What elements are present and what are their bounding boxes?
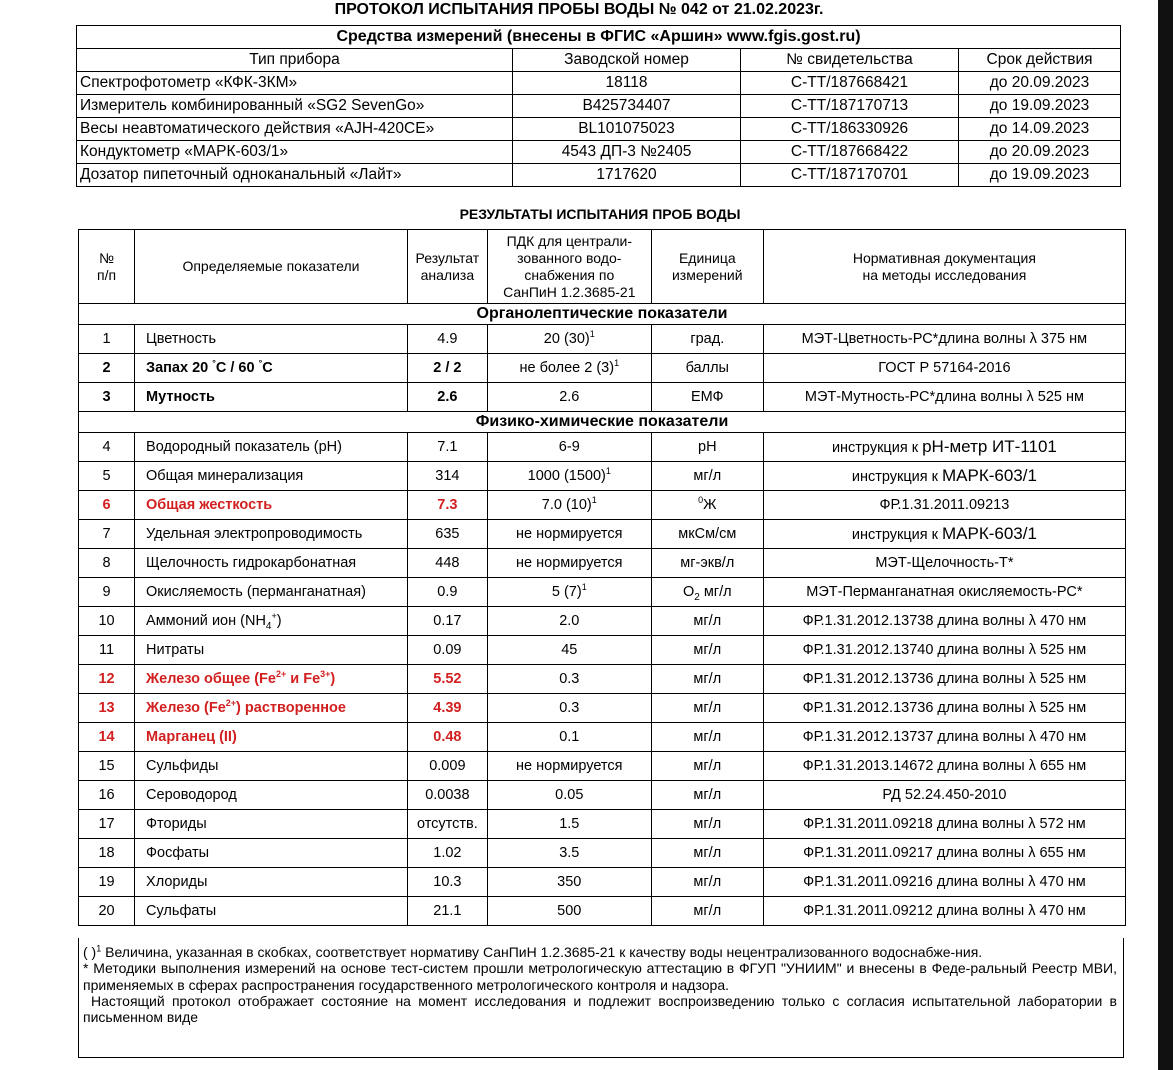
- pdk-value: 0.3: [487, 665, 651, 694]
- instrument-certificate: С-ТТ/187170701: [741, 164, 959, 187]
- table-row: [79, 520, 1126, 549]
- section-title: Органолептические показатели: [79, 304, 1126, 325]
- analysis-result: 2 / 2: [407, 354, 487, 383]
- instrument-type: Кондуктометр «МАРК-603/1»: [77, 141, 513, 164]
- pdk-value: 1.5: [487, 810, 651, 839]
- pdk-value: 0.1: [487, 723, 651, 752]
- pdk-value: не нормируется: [487, 549, 651, 578]
- table-row: [79, 354, 1126, 383]
- indicator-name: Окисляемость (перманганатная): [135, 578, 408, 607]
- analysis-result: 0.9: [407, 578, 487, 607]
- row-number: 12: [79, 665, 135, 694]
- analysis-result: 5.52: [407, 665, 487, 694]
- row-number: 15: [79, 752, 135, 781]
- col-header-certificate: № свидетельства: [741, 49, 959, 72]
- method-doc: МЭТ-Щелочность-Т*: [763, 549, 1125, 578]
- method-doc: ФР.1.31.2012.13737 длина волны λ 470 нм: [763, 723, 1125, 752]
- indicator-name: Цветность: [135, 325, 408, 354]
- col-header-method-docs: Нормативная документация на методы исследования: [763, 230, 1125, 304]
- method-doc: ФР.1.31.2012.13738 длина волны λ 470 нм: [763, 607, 1125, 636]
- pdk-value: не более 2 $(3)^1$: [487, 354, 651, 383]
- instrument-validity: до 19.09.2023: [959, 95, 1121, 118]
- pdk-value: 6-9: [487, 433, 651, 462]
- unit: мг/л: [651, 636, 763, 665]
- instrument-validity: до 20.09.2023: [959, 72, 1121, 95]
- instrument-certificate: С-ТТ/186330926: [741, 118, 959, 141]
- pdk-value: 500: [487, 897, 651, 926]
- analysis-result: 21.1: [407, 897, 487, 926]
- unit: мг/л: [651, 839, 763, 868]
- instrument-certificate: С-ТТ/187170713: [741, 95, 959, 118]
- pdk-value: не нормируется: [487, 752, 651, 781]
- col-header-unit: Единица измерений: [651, 230, 763, 304]
- table-row-exceeded: [79, 723, 1126, 752]
- indicator-name: Фосфаты: [135, 839, 408, 868]
- method-doc: ФР.1.31.2011.09213: [763, 491, 1125, 520]
- table-row: [79, 781, 1126, 810]
- pdk-value: 350: [487, 868, 651, 897]
- table-row: [79, 752, 1126, 781]
- indicator-name: Марганец (II): [135, 723, 408, 752]
- unit: мг/л: [651, 752, 763, 781]
- instrument-row: [77, 118, 1121, 141]
- footnote-methods: * Методики выполнения измерений на основе тест-систем прошли метрологическую аттестацию в ФГУП "УНИИМ" и внесены в Феде-ральный Реестр МВИ, применяемых в сферах распространения государственного метрологического контроля и надзора.: [83, 960, 1117, 993]
- indicator-name: Мутность: [135, 383, 408, 412]
- instrument-type: Спектрофотометр «КФК-3КМ»: [77, 72, 513, 95]
- method-doc: ФР.1.31.2011.09212 длина волны λ 470 нм: [763, 897, 1125, 926]
- col-header-indicator: Определяемые показатели: [135, 230, 408, 304]
- method-doc: ФР.1.31.2012.13740 длина волны λ 525 нм: [763, 636, 1125, 665]
- method-doc: МЭТ-Цветность-РС*длина волны λ 375 нм: [763, 325, 1125, 354]
- pdk-value: 0.05: [487, 781, 651, 810]
- analysis-result: 0.17: [407, 607, 487, 636]
- method-doc: МЭТ-Мутность-РС*длина волны λ 525 нм: [763, 383, 1125, 412]
- method-doc: ФР.1.31.2011.09216 длина волны λ 470 нм: [763, 868, 1125, 897]
- col-header-pdk: ПДК для централи- зованного водо- снабжения по СанПиН 1.2.3685-21: [487, 230, 651, 304]
- indicator-name: Запах 20 °С / 60 °С: [135, 354, 408, 383]
- analysis-result: 448: [407, 549, 487, 578]
- row-number: 3: [79, 383, 135, 412]
- analysis-result: 10.3: [407, 868, 487, 897]
- col-header-serial: Заводской номер: [513, 49, 741, 72]
- analysis-result: 635: [407, 520, 487, 549]
- indicator-name: Хлориды: [135, 868, 408, 897]
- indicator-name: Сульфиды: [135, 752, 408, 781]
- unit: $O_2$ мг/л: [651, 578, 763, 607]
- table-row: [79, 897, 1126, 926]
- unit: мг/л: [651, 868, 763, 897]
- method-doc: ГОСТ Р 57164-2016: [763, 354, 1125, 383]
- table-row: [79, 433, 1126, 462]
- instrument-serial: B425734407: [513, 95, 741, 118]
- results-table: [78, 229, 1126, 926]
- col-header-result: Результат анализа: [407, 230, 487, 304]
- row-number: 1: [79, 325, 135, 354]
- row-number: 14: [79, 723, 135, 752]
- instrument-type: Дозатор пипеточный одноканальный «Лайт»: [77, 164, 513, 187]
- instrument-serial: 18118: [513, 72, 741, 95]
- unit: мг/л: [651, 665, 763, 694]
- indicator-name: Удельная электропроводимость: [135, 520, 408, 549]
- pdk-value: 7.0 $(10)^1$: [487, 491, 651, 520]
- unit: pH: [651, 433, 763, 462]
- indicator-name: Нитраты: [135, 636, 408, 665]
- col-header-number: № п/п: [79, 230, 135, 304]
- pdk-value: 5 $(7)^1$: [487, 578, 651, 607]
- method-doc: РД 52.24.450-2010: [763, 781, 1125, 810]
- instrument-serial: 1717620: [513, 164, 741, 187]
- pdk-value: 3.5: [487, 839, 651, 868]
- row-number: 20: [79, 897, 135, 926]
- row-number: 17: [79, 810, 135, 839]
- unit: баллы: [651, 354, 763, 383]
- row-number: 10: [79, 607, 135, 636]
- row-number: 18: [79, 839, 135, 868]
- indicator-name: Щелочность гидрокарбонатная: [135, 549, 408, 578]
- pdk-value: 1000 $(1500)^1$: [487, 462, 651, 491]
- col-header-validity: Срок действия: [959, 49, 1121, 72]
- instruments-table: [76, 25, 1121, 187]
- instrument-certificate: С-ТТ/187668422: [741, 141, 959, 164]
- analysis-result: 4.39: [407, 694, 487, 723]
- pdk-value: не нормируется: [487, 520, 651, 549]
- pdk-value: 2.0: [487, 607, 651, 636]
- unit: град.: [651, 325, 763, 354]
- analysis-result: 0.48: [407, 723, 487, 752]
- method-doc: ФР.1.31.2012.13736 длина волны λ 525 нм: [763, 665, 1125, 694]
- indicator-name: Водородный показатель (рН): [135, 433, 408, 462]
- table-row: [79, 462, 1126, 491]
- indicator-name: Аммоний ион $(NH_4^+)$: [135, 607, 408, 636]
- row-number: 6: [79, 491, 135, 520]
- method-doc: ФР.1.31.2011.09218 длина волны λ 572 нм: [763, 810, 1125, 839]
- method-doc: МЭТ-Перманганатная окисляемость-РС*: [763, 578, 1125, 607]
- analysis-result: отсутств.: [407, 810, 487, 839]
- table-row-exceeded: [79, 665, 1126, 694]
- table-row: [79, 549, 1126, 578]
- indicator-name: Общая жесткость: [135, 491, 408, 520]
- pdk-value: 2.6: [487, 383, 651, 412]
- method-doc: инструкция к МАРК-603/1: [763, 520, 1125, 549]
- method-doc: инструкция к МАРК-603/1: [763, 462, 1125, 491]
- row-number: 2: [79, 354, 135, 383]
- unit: мкСм/см: [651, 520, 763, 549]
- instrument-row: [77, 164, 1121, 187]
- pdk-value: 20 $(30)^1$: [487, 325, 651, 354]
- row-number: 11: [79, 636, 135, 665]
- indicator-name: Железо общее ($Fe^{2+}$ и $Fe^{3+}$): [135, 665, 408, 694]
- unit: мг/л: [651, 781, 763, 810]
- row-number: 9: [79, 578, 135, 607]
- instrument-validity: до 20.09.2023: [959, 141, 1121, 164]
- method-doc: ФР.1.31.2011.09217 длина волны λ 655 нм: [763, 839, 1125, 868]
- results-header-row: [79, 230, 1126, 304]
- row-number: 7: [79, 520, 135, 549]
- instrument-row: [77, 141, 1121, 164]
- instruments-caption: Средства измерений (внесены в ФГИС «Аршин» www.fgis.gost.ru): [77, 26, 1121, 49]
- instrument-row: [77, 95, 1121, 118]
- indicator-name: Сероводород: [135, 781, 408, 810]
- row-number: 16: [79, 781, 135, 810]
- table-row: [79, 839, 1126, 868]
- table-row: [79, 383, 1126, 412]
- row-number: 4: [79, 433, 135, 462]
- analysis-result: 0.09: [407, 636, 487, 665]
- instrument-certificate: С-ТТ/187668421: [741, 72, 959, 95]
- method-doc: инструкция к pH-метр ИТ-1101: [763, 433, 1125, 462]
- pdk-value: 0.3: [487, 694, 651, 723]
- analysis-result: 1.02: [407, 839, 487, 868]
- indicator-name: Фториды: [135, 810, 408, 839]
- pdk-value: 45: [487, 636, 651, 665]
- table-row: [79, 636, 1126, 665]
- section-title: Физико-химические показатели: [79, 412, 1126, 433]
- analysis-result: 7.1: [407, 433, 487, 462]
- instrument-serial: BL101075023: [513, 118, 741, 141]
- indicator-name: Сульфаты: [135, 897, 408, 926]
- analysis-result: 2.6: [407, 383, 487, 412]
- unit: мг/л: [651, 607, 763, 636]
- table-row-exceeded: [79, 694, 1126, 723]
- instrument-row: [77, 72, 1121, 95]
- footnotes: [78, 938, 1124, 1058]
- table-row: [79, 810, 1126, 839]
- table-row: [79, 578, 1126, 607]
- instrument-serial: 4543 ДП-3 №2405: [513, 141, 741, 164]
- instrument-validity: до 19.09.2023: [959, 164, 1121, 187]
- instruments-header-row: [77, 49, 1121, 72]
- table-row-exceeded: [79, 491, 1126, 520]
- unit: мг/л: [651, 462, 763, 491]
- results-title: РЕЗУЛЬТАТЫ ИСПЫТАНИЯ ПРОБ ВОДЫ: [459, 206, 741, 222]
- analysis-result: 7.3: [407, 491, 487, 520]
- indicator-name: Общая минерализация: [135, 462, 408, 491]
- unit: мг/л: [651, 897, 763, 926]
- analysis-result: 0.009: [407, 752, 487, 781]
- method-doc: ФР.1.31.2013.14672 длина волны λ 655 нм: [763, 752, 1125, 781]
- indicator-name: Железо $(Fe^{2+})$ растворенное: [135, 694, 408, 723]
- unit: мг/л: [651, 723, 763, 752]
- method-doc: ФР.1.31.2012.13736 длина волны λ 525 нм: [763, 694, 1125, 723]
- instrument-validity: до 14.09.2023: [959, 118, 1121, 141]
- col-header-type: Тип прибора: [77, 49, 513, 72]
- table-row: [79, 325, 1126, 354]
- footnote-disclaimer: Настоящий протокол отображает состояние на момент исследования и подлежит воспроизведению только с согласия испытательной лаборатории в письменном виде: [83, 992, 1117, 1026]
- row-number: 8: [79, 549, 135, 578]
- analysis-result: 0.0038: [407, 781, 487, 810]
- row-number: 19: [79, 868, 135, 897]
- analysis-result: 4.9: [407, 325, 487, 354]
- unit: мг/л: [651, 694, 763, 723]
- instrument-type: Измеритель комбинированный «SG2 SevenGo»: [77, 95, 513, 118]
- unit: мг-экв/л: [651, 549, 763, 578]
- section-row-organoleptic: [79, 304, 1126, 325]
- section-row-physchem: [79, 412, 1126, 433]
- protocol-title: ПРОТОКОЛ ИСПЫТАНИЯ ПРОБЫ ВОДЫ № 042 от 21.02.2023г.: [334, 1, 824, 18]
- instrument-type: Весы неавтоматического действия «AJH-420CE»: [77, 118, 513, 141]
- row-number: 5: [79, 462, 135, 491]
- table-row: [79, 607, 1126, 636]
- unit: $^0$Ж: [651, 491, 763, 520]
- analysis-result: 314: [407, 462, 487, 491]
- unit: мг/л: [651, 810, 763, 839]
- table-row: [79, 868, 1126, 897]
- page-edge-shadow: [1158, 0, 1173, 1070]
- footnote-brackets: ( )$^1$ Величина, указанная в скобках, соответствует нормативу СанПиН 1.2.3685-21 к качеству воды нецентрализованного водоснабже-ния.: [83, 943, 983, 960]
- row-number: 13: [79, 694, 135, 723]
- unit: ЕМФ: [651, 383, 763, 412]
